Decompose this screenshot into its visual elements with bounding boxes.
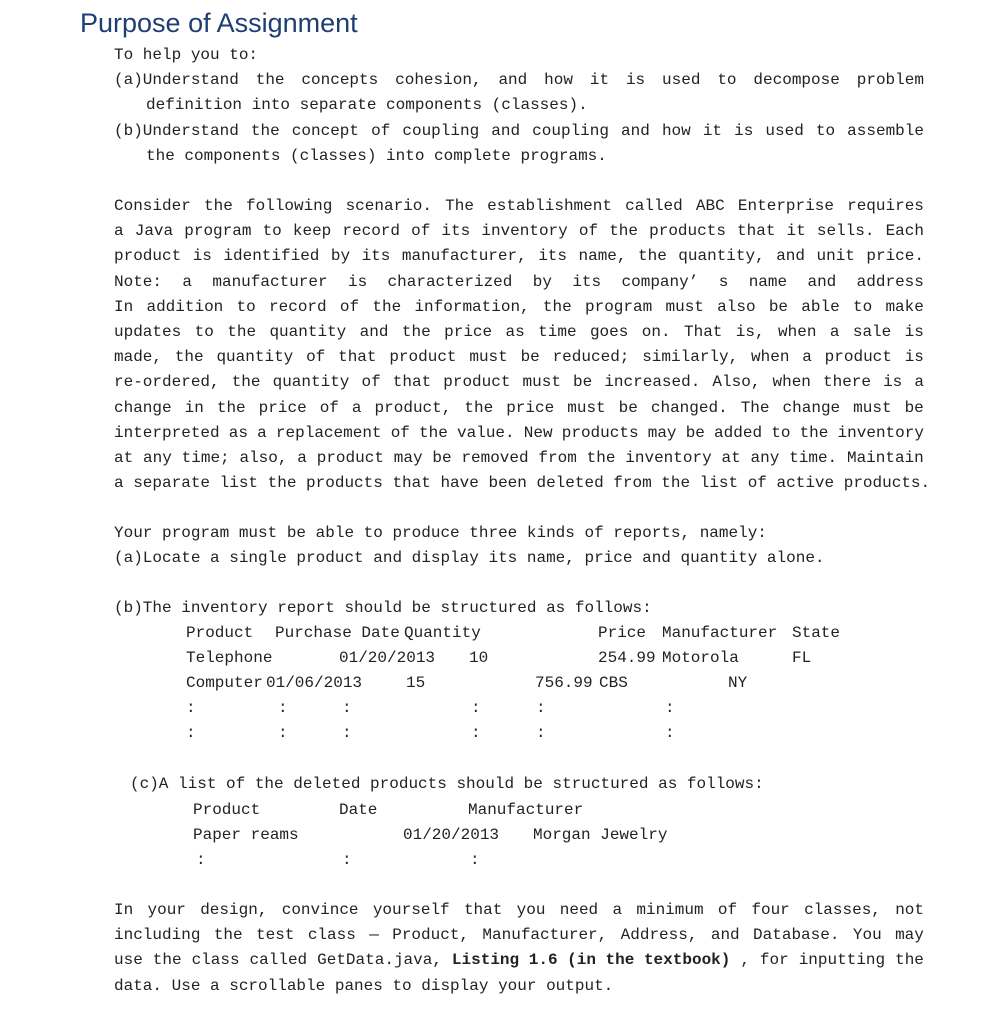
word: from <box>538 449 577 467</box>
word: at <box>114 449 134 467</box>
word: quantity <box>272 373 350 392</box>
word: that <box>737 222 776 241</box>
section-heading: Purpose of Assignment <box>80 8 358 38</box>
word: and <box>776 247 805 266</box>
ellipsis: : <box>186 699 196 717</box>
purpose-a-line-1 <box>114 70 924 90</box>
word: classes, <box>804 901 881 919</box>
word: price <box>444 323 493 341</box>
word: the <box>464 398 494 417</box>
intro-line: To help you to: <box>114 46 259 64</box>
word: You <box>852 926 882 945</box>
word: goes <box>589 323 629 341</box>
word: a <box>802 348 812 367</box>
word: is <box>734 122 754 140</box>
word: products <box>649 222 726 241</box>
scenario-line <box>114 423 924 443</box>
word: replacement <box>275 423 382 442</box>
word: for <box>759 951 789 970</box>
word: the <box>152 951 182 970</box>
ellipsis: : <box>196 851 206 869</box>
ellipsis: : <box>536 724 546 742</box>
scenario-line <box>114 196 924 216</box>
word: Consider <box>114 197 191 215</box>
word: minimum <box>636 901 704 919</box>
deleted-header-product: Product <box>193 801 261 819</box>
deleted-cell-product: Paper reams <box>193 826 299 844</box>
word: the <box>372 297 402 316</box>
inventory-header-state: State <box>792 624 841 642</box>
word: following <box>245 197 333 215</box>
word: added <box>714 423 763 442</box>
scenario-line <box>114 272 924 292</box>
word: be <box>432 449 452 467</box>
word: the <box>542 297 572 316</box>
word: when <box>778 323 817 341</box>
word: assemble <box>847 122 924 140</box>
word: of <box>390 423 410 442</box>
word: coupling <box>402 122 480 140</box>
word: quantity, <box>678 247 765 266</box>
word: Enterprise <box>737 197 834 215</box>
word: may <box>895 926 924 945</box>
word: addition <box>146 297 224 316</box>
word: used <box>765 122 804 140</box>
word: the <box>174 348 204 367</box>
word: able <box>801 297 840 316</box>
scenario-line <box>114 221 924 241</box>
word: name <box>748 272 788 291</box>
word: , <box>740 951 750 970</box>
word: a <box>182 272 192 291</box>
inventory-cell-price: 254.99 <box>598 649 656 667</box>
word: and <box>807 272 837 291</box>
word: any <box>750 449 780 467</box>
word: Note: <box>114 272 163 291</box>
word: re-ordered, <box>114 373 220 392</box>
word: of <box>578 222 599 241</box>
word: identified <box>223 247 320 266</box>
word: record <box>342 222 400 241</box>
word: characterized <box>387 272 513 291</box>
word: sells. <box>816 222 875 241</box>
word: program <box>184 222 252 241</box>
word: your <box>147 901 186 919</box>
word: it <box>589 71 610 89</box>
scenario-line <box>114 398 924 418</box>
scenario-line <box>114 372 924 392</box>
word: a <box>297 449 307 467</box>
ellipsis: : <box>471 724 481 742</box>
word: must <box>567 398 606 417</box>
word: also <box>717 297 756 316</box>
word: may <box>393 449 423 467</box>
word: inputting <box>798 951 886 970</box>
word: The <box>445 197 474 215</box>
word: requires <box>847 197 924 215</box>
word: to <box>194 323 214 341</box>
word: Each <box>885 222 924 241</box>
word: when <box>751 348 790 367</box>
word: Also, <box>712 373 761 392</box>
word: similarly, <box>642 348 739 367</box>
word: the <box>419 423 448 442</box>
word: the <box>895 951 924 970</box>
ellipsis: : <box>278 699 288 717</box>
word: of <box>306 348 326 367</box>
inventory-cell-manufacturer: CBS <box>599 674 628 692</box>
word: is <box>347 272 368 291</box>
word: any <box>143 449 172 467</box>
word: use <box>114 951 143 970</box>
word: that <box>463 901 503 919</box>
word: its <box>361 247 391 266</box>
word: of <box>717 901 738 919</box>
word: value. <box>457 423 515 442</box>
word: address <box>856 272 924 291</box>
word: the <box>203 197 233 215</box>
word: company’ <box>621 272 699 291</box>
word: be <box>573 373 593 392</box>
design-line <box>114 900 924 920</box>
word: class <box>191 951 240 970</box>
word: need <box>559 901 599 919</box>
word: New <box>523 423 553 442</box>
word: the <box>227 323 257 341</box>
word: s <box>718 272 729 291</box>
word: a <box>114 222 124 241</box>
word: make <box>885 297 924 316</box>
word: the <box>213 926 243 945</box>
inventory-cell-date: 01/06/2013 <box>266 674 363 692</box>
word: the <box>255 71 285 89</box>
word: establishment <box>487 197 612 215</box>
word: inventory <box>625 449 712 467</box>
ellipsis: : <box>342 724 352 742</box>
word: GetData.java, <box>317 951 442 970</box>
word: on. <box>641 323 671 341</box>
word: (a)Understand <box>114 71 239 89</box>
deleted-header-manufacturer: Manufacturer <box>468 801 584 819</box>
word: and <box>621 122 650 140</box>
word: it <box>702 122 723 140</box>
word: of <box>339 297 360 316</box>
word: be <box>685 423 705 442</box>
word: a <box>829 323 840 341</box>
word: used <box>662 71 701 89</box>
word: and <box>498 71 528 89</box>
word: must <box>522 373 561 392</box>
word: problem <box>856 71 924 89</box>
deleted-cell-date: 01/20/2013 <box>403 826 500 844</box>
word: of <box>319 398 339 417</box>
purpose-b-line-1 <box>114 121 924 141</box>
word: time <box>538 323 577 341</box>
word: in <box>184 398 204 417</box>
word: and <box>710 926 740 945</box>
word: the <box>231 373 261 392</box>
design-line <box>114 950 924 970</box>
word: In <box>114 297 134 316</box>
purpose-b-line-2: the components (classes) into complete programs. <box>146 147 607 165</box>
word: product <box>114 247 182 266</box>
word: called <box>625 197 683 215</box>
word: four <box>751 901 790 919</box>
word: unit <box>816 247 855 266</box>
word: — <box>369 926 379 945</box>
word: yourself <box>372 901 450 919</box>
word: also, <box>239 449 288 467</box>
word: its <box>572 272 602 291</box>
word: be <box>618 398 638 417</box>
word: convince <box>281 901 359 919</box>
word: a <box>257 423 267 442</box>
word: you <box>516 901 546 919</box>
word: the <box>216 398 246 417</box>
word: to <box>771 423 791 442</box>
word: That <box>683 323 723 341</box>
word: the <box>637 247 667 266</box>
ellipsis: : <box>342 699 352 717</box>
word: its <box>441 222 471 241</box>
inventory-cell-quantity: 15 <box>406 674 426 692</box>
inventory-header-product: Product <box>186 624 254 642</box>
ellipsis: : <box>471 699 481 717</box>
word: by <box>532 272 552 291</box>
word: reduced; <box>552 348 630 367</box>
word: price <box>258 398 307 417</box>
word: change <box>114 398 172 417</box>
word: a <box>351 398 362 417</box>
word: how <box>661 122 691 140</box>
word: Database. <box>753 926 840 945</box>
design-line <box>114 925 924 945</box>
inventory-header-quantity: Quantity <box>404 624 481 642</box>
word: by <box>330 247 351 266</box>
inventory-header-manufacturer: Manufacturer <box>662 624 778 642</box>
inventory-cell-product: Computer <box>186 674 263 692</box>
inventory-cell-state: NY <box>728 674 748 692</box>
word: be <box>904 398 924 417</box>
word: Address, <box>620 926 698 945</box>
word: product <box>316 449 384 467</box>
scenario-line <box>114 347 924 367</box>
word: updates <box>114 323 182 341</box>
word: it <box>786 222 806 241</box>
word: Java <box>134 222 174 241</box>
word: price <box>506 398 555 417</box>
scenario-line <box>114 297 924 317</box>
word: concepts <box>301 71 379 89</box>
inventory-cell-quantity: 10 <box>469 649 489 667</box>
deleted-header-date: Date <box>339 801 378 819</box>
word: increased. <box>604 373 701 392</box>
word: quantity <box>216 348 294 367</box>
word: coupling <box>532 122 609 140</box>
word: time. <box>789 449 838 467</box>
word: test <box>256 926 295 945</box>
word: be <box>520 348 540 367</box>
word: is, <box>735 323 765 341</box>
word: to <box>262 222 282 241</box>
word: change <box>782 398 841 417</box>
word: must <box>853 398 892 417</box>
word: the <box>250 122 280 140</box>
word: of <box>361 373 381 392</box>
word: price. <box>866 247 924 266</box>
report-b-line: (b)The inventory report should be structured as follows: <box>114 599 652 617</box>
word: quantity <box>269 323 347 341</box>
word: record <box>269 297 327 316</box>
word: product <box>824 348 892 367</box>
word: inventory <box>837 423 924 442</box>
word: Product, <box>392 926 470 945</box>
reports-intro-line: Your program must be able to produce three kinds of reports, namely: <box>114 524 767 542</box>
word: to <box>815 122 836 140</box>
word: decompose <box>753 71 840 89</box>
word: at <box>721 449 741 467</box>
inventory-cell-product: Telephone <box>186 649 273 667</box>
word: Maintain <box>846 449 924 467</box>
word: the <box>799 423 829 442</box>
deleted-cell-manufacturer: Morgan Jewelry <box>533 826 668 844</box>
word: not <box>895 901 924 919</box>
word: product <box>443 373 511 392</box>
word: changed. <box>650 398 728 417</box>
ellipsis: : <box>186 724 196 742</box>
inventory-cell-price: 756.99 <box>535 674 593 692</box>
ellipsis: : <box>536 699 546 717</box>
word: when <box>772 373 811 392</box>
word: is <box>883 373 903 392</box>
word: the <box>609 222 638 241</box>
scenario-line <box>114 448 924 468</box>
word: as <box>505 323 525 341</box>
word: be <box>768 297 789 316</box>
word: that <box>392 373 432 392</box>
inventory-cell-manufacturer: Motorola <box>662 649 739 667</box>
word: ABC <box>695 197 725 215</box>
word: keep <box>292 222 332 241</box>
word: the <box>586 449 616 467</box>
word: must <box>665 297 704 316</box>
word: the <box>401 323 431 341</box>
report-c-line: (c)A list of the deleted products should be structured as follows: <box>130 775 764 793</box>
word: may <box>647 423 677 442</box>
word: is <box>192 247 212 266</box>
scenario-line <box>114 246 924 266</box>
word: including <box>114 926 201 945</box>
word: information, <box>414 297 530 316</box>
word: manufacturer, <box>401 247 527 266</box>
ellipsis: : <box>665 724 675 742</box>
word: time; <box>181 449 230 467</box>
word: is <box>904 323 924 341</box>
word: to <box>236 297 256 316</box>
word: The <box>740 398 770 417</box>
word: is <box>904 348 924 367</box>
word: its <box>538 247 567 266</box>
word: name, <box>578 247 627 266</box>
word: to <box>852 297 873 316</box>
word: sale <box>852 323 892 341</box>
word: of <box>411 222 431 241</box>
word: manufacturer <box>212 272 328 291</box>
design-line: data. Use a scrollable panes to display your output. <box>114 976 614 995</box>
word: there <box>822 373 871 392</box>
word: cohesion, <box>395 71 482 89</box>
word: how <box>544 71 573 89</box>
word: program <box>585 297 653 316</box>
word: interpreted <box>114 423 220 442</box>
ellipsis: : <box>342 851 352 869</box>
ellipsis: : <box>470 851 480 869</box>
word: must <box>469 348 508 367</box>
word: product <box>389 348 457 367</box>
ellipsis: : <box>278 724 288 742</box>
word: made, <box>114 348 163 367</box>
word: (b)Understand <box>114 122 239 140</box>
report-a-line: (a)Locate a single product and display its name, price and quantity alone. <box>114 549 825 567</box>
word: In <box>114 901 134 919</box>
inventory-header-purchase-date: Purchase Date <box>275 624 400 642</box>
word: to <box>717 71 737 89</box>
word: as <box>228 423 248 442</box>
scenario-line <box>114 322 924 342</box>
word: design, <box>200 901 268 919</box>
word: product, <box>374 398 452 417</box>
word: called <box>249 951 308 970</box>
inventory-cell-state: FL <box>792 649 812 667</box>
purpose-a-line-2: definition into separate components (classes). <box>146 96 588 114</box>
word: inventory <box>481 222 568 241</box>
bold-reference: Listing 1.6 (in the textbook) <box>451 951 731 970</box>
word: that <box>338 348 377 367</box>
word: class <box>307 926 356 945</box>
ellipsis: : <box>665 699 675 717</box>
word: and <box>359 323 389 341</box>
word: removed <box>461 449 529 467</box>
word: a <box>914 373 924 392</box>
word: products <box>561 423 639 442</box>
word: of <box>371 122 391 140</box>
word: is <box>625 71 646 89</box>
inventory-cell-date: 01/20/2013 <box>339 649 436 667</box>
word: scenario. <box>345 197 432 215</box>
word: Manufacturer, <box>482 926 608 945</box>
inventory-header-price: Price <box>598 624 647 642</box>
word: and <box>491 122 521 140</box>
word: concept <box>291 122 360 140</box>
word: a <box>612 901 623 919</box>
scenario-line: a separate list the products that have been deleted from the list of active products. <box>114 474 931 493</box>
